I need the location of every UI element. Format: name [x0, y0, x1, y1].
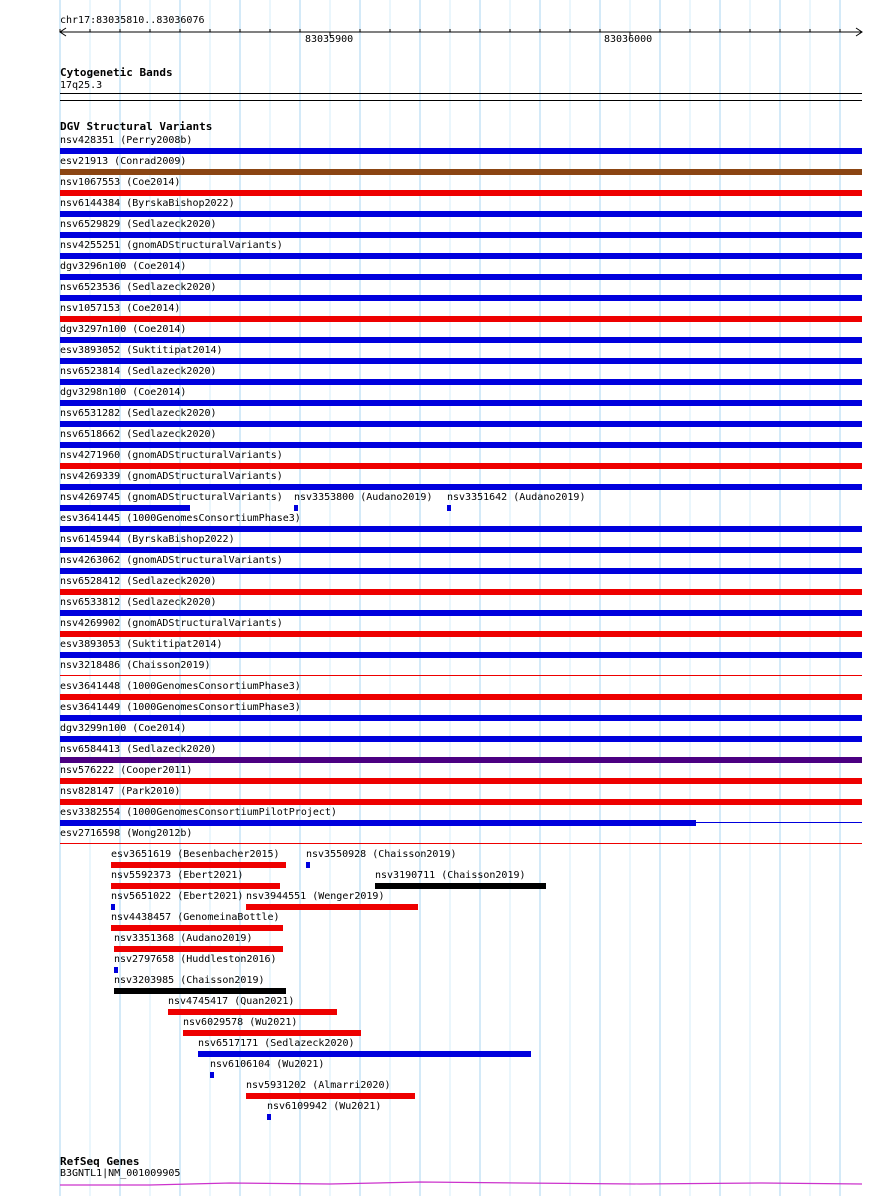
- cytoband-bottom-line: [60, 100, 862, 101]
- sv-feature-label[interactable]: esv3641449 (1000GenomesConsortiumPhase3): [60, 702, 301, 713]
- sv-feature-label[interactable]: nsv5592373 (Ebert2021): [111, 870, 244, 881]
- sv-feature-bar[interactable]: [198, 1051, 531, 1057]
- sv-feature-label[interactable]: nsv4438457 (GenomeinaBottle): [111, 912, 280, 923]
- sv-feature-label[interactable]: esv3651619 (Besenbacher2015): [111, 849, 280, 860]
- sv-feature-label[interactable]: esv3641448 (1000GenomesConsortiumPhase3): [60, 681, 301, 692]
- sv-feature-bar[interactable]: [60, 421, 862, 427]
- sv-feature-label[interactable]: nsv3190711 (Chaisson2019): [375, 870, 526, 881]
- region-label: chr17:83035810..83036076: [60, 15, 205, 26]
- sv-feature-bar[interactable]: [60, 442, 862, 448]
- sv-feature-bar[interactable]: [60, 715, 862, 721]
- sv-feature-label[interactable]: nsv3550928 (Chaisson2019): [306, 849, 457, 860]
- sv-feature-bar[interactable]: [60, 568, 862, 574]
- sv-feature-bar[interactable]: [267, 1114, 271, 1120]
- sv-feature-bar[interactable]: [60, 274, 862, 280]
- sv-feature-label[interactable]: nsv428351 (Perry2008b): [60, 135, 193, 146]
- sv-feature-label[interactable]: nsv6106104 (Wu2021): [210, 1059, 325, 1070]
- sv-feature-bar[interactable]: [60, 505, 190, 511]
- sv-feature-label[interactable]: nsv6533812 (Sedlazeck2020): [60, 597, 217, 608]
- sv-feature-label[interactable]: nsv1067553 (Coe2014): [60, 177, 181, 188]
- sv-feature-bar[interactable]: [60, 463, 862, 469]
- sv-feature-bar[interactable]: [306, 862, 310, 868]
- sv-feature-label[interactable]: nsv1057153 (Coe2014): [60, 303, 181, 314]
- sv-feature-bar[interactable]: [60, 736, 862, 742]
- sv-feature-label[interactable]: nsv6523536 (Sedlazeck2020): [60, 282, 217, 293]
- sv-feature-label[interactable]: nsv3351642 (Audano2019): [447, 492, 586, 503]
- sv-feature-label[interactable]: nsv6517171 (Sedlazeck2020): [198, 1038, 355, 1049]
- sv-feature-label[interactable]: nsv3353800 (Audano2019): [294, 492, 433, 503]
- sv-feature-bar[interactable]: [60, 610, 862, 616]
- sv-feature-bar[interactable]: [111, 862, 286, 868]
- sv-feature-bar[interactable]: [60, 820, 696, 826]
- sv-feature-label[interactable]: nsv3351368 (Audano2019): [114, 933, 253, 944]
- sv-feature-bar[interactable]: [183, 1030, 361, 1036]
- sv-feature-bar[interactable]: [60, 211, 862, 217]
- sv-feature-bar[interactable]: [60, 148, 862, 154]
- sv-feature-bar[interactable]: [114, 946, 283, 952]
- sv-feature-bar[interactable]: [60, 757, 862, 763]
- cytoband-top-line: [60, 93, 862, 94]
- sv-feature-bar[interactable]: [294, 505, 298, 511]
- sv-feature-bar[interactable]: [60, 526, 862, 532]
- sv-feature-label[interactable]: nsv6584413 (Sedlazeck2020): [60, 744, 217, 755]
- sv-feature-bar[interactable]: [114, 967, 118, 973]
- sv-feature-bar[interactable]: [60, 799, 862, 805]
- sv-feature-bar[interactable]: [246, 1093, 415, 1099]
- sv-feature-bar[interactable]: [60, 232, 862, 238]
- sv-feature-label[interactable]: nsv4255251 (gnomADStructuralVariants): [60, 240, 283, 251]
- sv-feature-label[interactable]: nsv6523814 (Sedlazeck2020): [60, 366, 217, 377]
- sv-feature-bar[interactable]: [60, 190, 862, 196]
- sv-feature-bar[interactable]: [60, 400, 862, 406]
- sv-feature-bar[interactable]: [60, 169, 862, 175]
- sv-feature-bar[interactable]: [60, 316, 862, 322]
- refseq-gene-line: [60, 1182, 862, 1185]
- sv-feature-bar[interactable]: [60, 778, 862, 784]
- sv-feature-label[interactable]: nsv576222 (Cooper2011): [60, 765, 193, 776]
- sv-feature-bar[interactable]: [60, 379, 862, 385]
- sv-feature-label[interactable]: dgv3298n100 (Coe2014): [60, 387, 187, 398]
- sv-feature-bar[interactable]: [60, 694, 862, 700]
- sv-feature-label[interactable]: esv3893053 (Suktitipat2014): [60, 639, 223, 650]
- sv-feature-label[interactable]: nsv4269339 (gnomADStructuralVariants): [60, 471, 283, 482]
- sv-feature-label[interactable]: nsv5651022 (Ebert2021): [111, 891, 244, 902]
- sv-feature-bar[interactable]: [168, 1009, 337, 1015]
- sv-feature-bar[interactable]: [60, 253, 862, 259]
- sv-feature-label[interactable]: nsv6145944 (ByrskaBishop2022): [60, 534, 235, 545]
- sv-feature-label[interactable]: esv3641445 (1000GenomesConsortiumPhase3): [60, 513, 301, 524]
- dgv-track-title: DGV Structural Variants: [60, 120, 213, 133]
- sv-feature-label[interactable]: nsv3203985 (Chaisson2019): [114, 975, 265, 986]
- sv-feature-label[interactable]: nsv6518662 (Sedlazeck2020): [60, 429, 217, 440]
- sv-feature-bar[interactable]: [60, 295, 862, 301]
- cytoband-track-title: Cytogenetic Bands: [60, 66, 173, 79]
- sv-feature-bar[interactable]: [111, 904, 115, 910]
- sv-feature-label[interactable]: nsv3218486 (Chaisson2019): [60, 660, 211, 671]
- sv-feature-label[interactable]: nsv6528412 (Sedlazeck2020): [60, 576, 217, 587]
- ruler-tick-label-1: 83035900: [305, 34, 354, 45]
- sv-feature-bar[interactable]: [210, 1072, 214, 1078]
- sv-feature-bar[interactable]: [60, 675, 862, 676]
- sv-feature-bar[interactable]: [111, 925, 283, 931]
- sv-feature-bar[interactable]: [60, 337, 862, 343]
- sv-feature-bar[interactable]: [375, 883, 546, 889]
- ruler-tick-label-2: 83036000: [604, 34, 653, 45]
- sv-feature-bar[interactable]: [60, 652, 862, 658]
- sv-feature-label[interactable]: nsv4271960 (gnomADStructuralVariants): [60, 450, 283, 461]
- sv-feature-label[interactable]: nsv5931202 (Almarri2020): [246, 1080, 391, 1091]
- sv-feature-bar[interactable]: [114, 988, 286, 994]
- sv-feature-bar[interactable]: [60, 631, 862, 637]
- refseq-track-title: RefSeq Genes: [60, 1155, 140, 1168]
- sv-feature-label[interactable]: nsv4269745 (gnomADStructuralVariants): [60, 492, 283, 503]
- sv-feature-label[interactable]: nsv6144384 (ByrskaBishop2022): [60, 198, 235, 209]
- sv-feature-bar[interactable]: [60, 589, 862, 595]
- sv-feature-label[interactable]: nsv6531282 (Sedlazeck2020): [60, 408, 217, 419]
- sv-feature-bar[interactable]: [60, 484, 862, 490]
- refseq-gene-label[interactable]: B3GNTL1|NM_001009905: [60, 1168, 181, 1179]
- sv-feature-label[interactable]: dgv3299n100 (Coe2014): [60, 723, 187, 734]
- sv-feature-bar[interactable]: [447, 505, 451, 511]
- sv-feature-label[interactable]: nsv4745417 (Quan2021): [168, 996, 295, 1007]
- ruler-scale[interactable]: [0, 24, 890, 44]
- sv-feature-label[interactable]: esv2716598 (Wong2012b): [60, 828, 193, 839]
- sv-feature-label[interactable]: nsv828147 (Park2010): [60, 786, 181, 797]
- sv-feature-label[interactable]: esv3893052 (Suktitipat2014): [60, 345, 223, 356]
- sv-feature-label[interactable]: nsv3944551 (Wenger2019): [246, 891, 385, 902]
- sv-feature-label[interactable]: nsv4269902 (gnomADStructuralVariants): [60, 618, 283, 629]
- sv-feature-label[interactable]: dgv3297n100 (Coe2014): [60, 324, 187, 335]
- sv-feature-label[interactable]: nsv4263062 (gnomADStructuralVariants): [60, 555, 283, 566]
- sv-feature-label[interactable]: nsv6109942 (Wu2021): [267, 1101, 382, 1112]
- sv-feature-extension-line: [696, 822, 862, 823]
- sv-feature-label[interactable]: nsv6529829 (Sedlazeck2020): [60, 219, 217, 230]
- cytoband-label: 17q25.3: [60, 80, 103, 91]
- sv-feature-label[interactable]: esv21913 (Conrad2009): [60, 156, 187, 167]
- sv-feature-label[interactable]: dgv3296n100 (Coe2014): [60, 261, 187, 272]
- sv-feature-bar[interactable]: [111, 883, 280, 889]
- sv-feature-label[interactable]: esv3382554 (1000GenomesConsortiumPilotProject): [60, 807, 337, 818]
- sv-feature-label[interactable]: nsv2797658 (Huddleston2016): [114, 954, 277, 965]
- sv-feature-bar[interactable]: [60, 843, 862, 844]
- sv-feature-bar[interactable]: [246, 904, 418, 910]
- sv-feature-bar[interactable]: [60, 547, 862, 553]
- sv-feature-bar[interactable]: [60, 358, 862, 364]
- sv-feature-label[interactable]: nsv6029578 (Wu2021): [183, 1017, 298, 1028]
- refseq-gene-glyph[interactable]: [0, 1178, 890, 1192]
